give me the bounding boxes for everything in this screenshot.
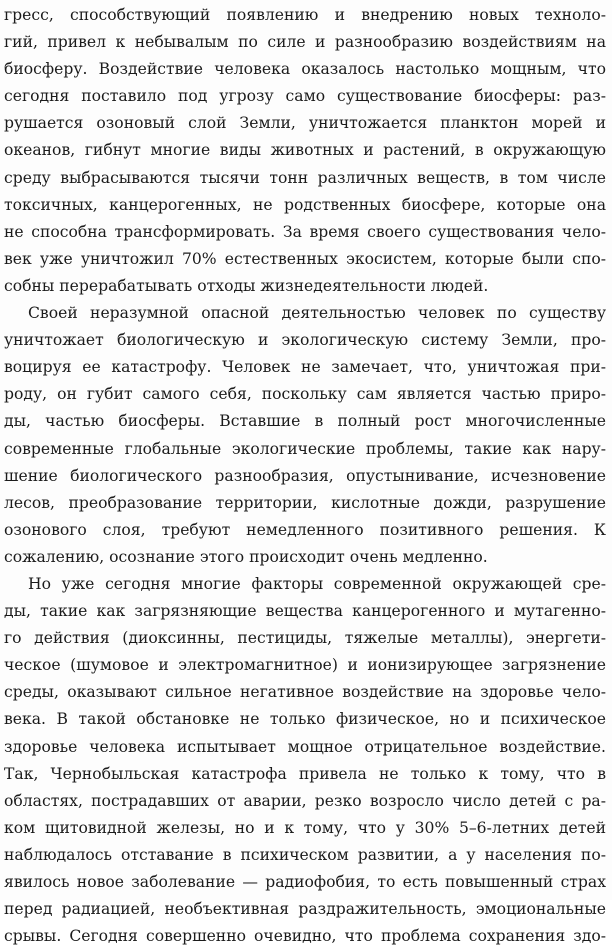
text-line: век уже уничтожил 70% естественных экосистем, которые были спо- [4, 249, 606, 268]
text-line: здоровье человека испытывает мощное отрицательное воздействие. [4, 737, 606, 756]
text-line: озонового слоя, требуют немедленного позитивного решения. К [4, 520, 606, 539]
text-line: среды, оказывают сильное негативное воздействие на здоровье чело- [4, 683, 606, 702]
text-line: океанов, гибнут многие виды животных и растений, в окружающую [4, 141, 606, 160]
text-line: Так, Чернобыльская катастрофа привела не только к тому, что в [4, 764, 606, 783]
text-line: уничтожает биологическую и экологическую систему Земли, про- [4, 331, 606, 350]
text-line: современные глобальные экологические проблемы, такие как нару- [4, 439, 606, 458]
text-line: рушается озоновый слой Земли, уничтожается планктон морей и [4, 114, 606, 133]
text-line: ческое (шумовое и электромагнитное) и ионизирующее загрязнение [4, 656, 606, 675]
text-line: срывы. Сегодня совершенно очевидно, что проблема сохранения здо- [4, 927, 606, 946]
text-line: роду, он губит самого себя, поскольку сам является частью приро- [4, 385, 606, 404]
text-line: сегодня поставило под угрозу само существование биосферы: раз- [4, 87, 606, 106]
paragraph-last-line: собны перерабатывать отходы жизнедеятельности людей. [4, 276, 489, 295]
text-line: гресс, способствующий появлению и внедрению новых техноло- [4, 6, 606, 24]
text-line: перед радиацией, необъективная раздражительность, эмоциональные [4, 900, 606, 919]
body-text [4, 2, 606, 950]
text-line: воцируя ее катастрофу. Человек не замечает, что, уничтожая при- [4, 358, 606, 377]
text-line: века. В такой обстановке не только физическое, но и психическое [4, 710, 606, 729]
text-line: областях, пострадавших от аварии, резко возросло число детей с ра- [4, 791, 606, 810]
text-line: лесов, преобразование территории, кислотные дожди, разрушение [4, 493, 606, 512]
text-line: го действия (диоксинны, пестициды, тяжелые металлы), энергети- [4, 629, 606, 648]
paragraph-first-line: Своей неразумной опасной деятельностью человек по существу [28, 304, 606, 323]
text-line: среду выбрасываются тысячи тонн различных веществ, в том числе [4, 168, 606, 187]
text-line: ком щитовидной железы, но и к тому, что у 30% 5–6-летних детей [4, 818, 606, 837]
text-line: наблюдалось отставание в психическом развитии, а у населения по- [4, 845, 606, 864]
text-line: ды, частью биосферы. Вставшие в полный рост многочисленные [4, 412, 606, 431]
text-line: биосферу. Воздействие человека оказалось настолько мощным, что [4, 60, 606, 79]
text-line: шение биологического разнообразия, опустынивание, исчезновение [4, 466, 606, 485]
paragraph-last-line: сожалению, осознание этого происходит очень медленно. [4, 547, 488, 566]
paragraph-first-line: Но уже сегодня многие факторы современной окружающей сре- [28, 574, 606, 593]
text-line: гий, привел к небывалым по силе и разнообразию воздействиям на [4, 33, 606, 52]
text-line: явилось новое заболевание — радиофобия, то есть повышенный страх [4, 873, 606, 891]
text-line: не способна трансформировать. За время своего существования чело- [4, 222, 606, 241]
text-line: ды, такие как загрязняющие вещества канцерогенного и мутагенно- [4, 602, 606, 621]
text-line: токсичных, канцерогенных, не родственных биосфере, которые она [4, 195, 606, 214]
